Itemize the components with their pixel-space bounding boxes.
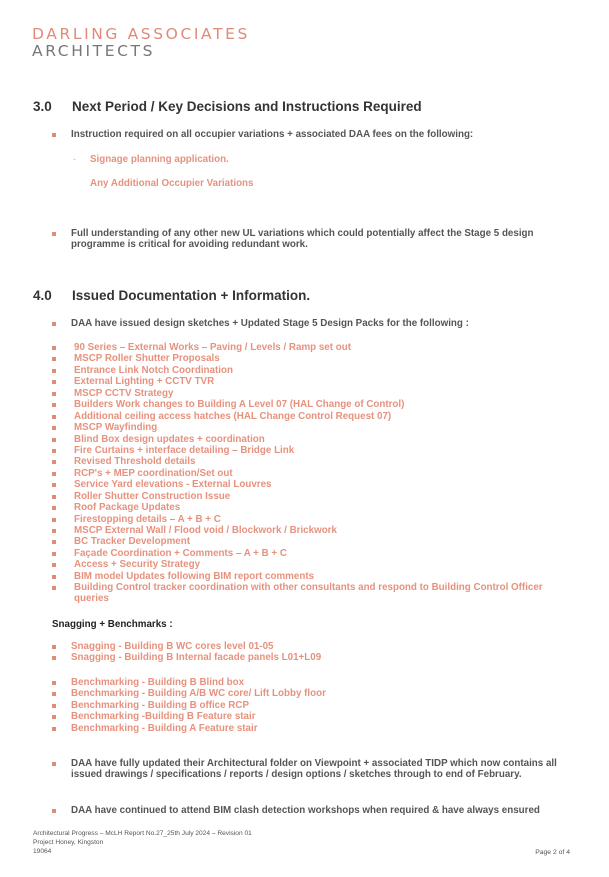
list-item: MSCP CCTV Strategy <box>52 388 574 399</box>
footer <box>33 829 252 857</box>
bim-text: DAA have continued to attend BIM clash detection workshops when required & have always ensured <box>71 805 540 816</box>
list-item: Service Yard elevations - External Louvres <box>52 479 574 490</box>
list-item: Benchmarking - Building A/B WC core/ Lift Lobby floor <box>52 688 326 699</box>
issued-documents-list <box>52 342 574 604</box>
list-item: Firestopping details – A + B + C <box>52 514 574 525</box>
list-item: Additional ceiling access hatches (HAL Change Control Request 07) <box>52 411 574 422</box>
list-item: MSCP Roller Shutter Proposals <box>52 353 574 364</box>
benchmark-list <box>52 677 326 734</box>
list-item: Benchmarking - Building B office RCP <box>52 700 326 711</box>
list-item: Façade Coordination + Comments – A + B + C <box>52 548 574 559</box>
list-item: BIM model Updates following BIM report comments <box>52 571 574 582</box>
section-4-title: Issued Documentation + Information. <box>72 288 311 303</box>
list-item: External Lighting + CCTV TVR <box>52 376 574 387</box>
logo-company-subtitle: ARCHITECTS <box>32 42 156 60</box>
viewpoint-text: DAA have fully updated their Architectural folder on Viewpoint + associated TIDP which now contains all issued drawings / specifications / reports / design options / sketches through to end of February. <box>71 758 557 781</box>
footer-report-line: Architectural Progress – McLH Report No.27_25th July 2024 – Revision 01 <box>33 830 252 837</box>
list-item: Benchmarking - Building A Feature stair <box>52 723 326 734</box>
understanding-text: Full understanding of any other new UL variations which could potentially affect the Stage 5 design programme is critical for avoiding redundant work. <box>71 228 534 251</box>
list-item: Builders Work changes to Building A Level 07 (HAL Change of Control) <box>52 399 574 410</box>
dash-marker: - <box>73 154 76 164</box>
list-item: MSCP Wayfinding <box>52 422 574 433</box>
issued-intro-text: DAA have issued design sketches + Updated Stage 5 Design Packs for the following : <box>71 318 469 329</box>
list-item: Revised Threshold details <box>52 456 574 467</box>
instruction-text: Instruction required on all occupier variations + associated DAA fees on the following: <box>71 129 474 140</box>
list-item: Benchmarking - Building B Blind box <box>52 677 326 688</box>
list-item: BC Tracker Development <box>52 536 574 547</box>
list-item: Benchmarking -Building B Feature stair <box>52 711 326 722</box>
sub-item-signage: Signage planning application. <box>90 154 229 165</box>
footer-job-number: 19064 <box>33 848 52 856</box>
logo-company-name: DARLING ASSOCIATES <box>32 25 250 43</box>
list-item: RCP's + MEP coordination/Set out <box>52 468 574 479</box>
list-item: Building Control tracker coordination with other consultants and respond to Building Control Officer queries <box>52 582 574 604</box>
sub-item-variations: Any Additional Occupier Variations <box>90 178 254 189</box>
bullet-icon <box>52 809 56 813</box>
bullet-icon <box>52 322 56 326</box>
section-4-number: 4.0 <box>33 288 52 303</box>
list-item: Roof Package Updates <box>52 502 574 513</box>
snagging-list <box>52 641 321 664</box>
list-item: Entrance Link Notch Coordination <box>52 365 574 376</box>
list-item: Roller Shutter Construction Issue <box>52 491 574 502</box>
bullet-icon <box>52 762 56 766</box>
section-3-title: Next Period / Key Decisions and Instructions Required <box>72 99 422 114</box>
list-item: MSCP External Wall / Flood void / Blockwork / Brickwork <box>52 525 574 536</box>
section-3-number: 3.0 <box>33 99 52 114</box>
footer-project-line: Project Honey, Kingston <box>33 839 104 847</box>
list-item: Blind Box design updates + coordination <box>52 434 574 445</box>
snagging-heading: Snagging + Benchmarks : <box>52 619 173 630</box>
list-item: Snagging - Building B Internal facade panels L01+L09 <box>52 652 321 663</box>
list-item: 90 Series – External Works – Paving / Levels / Ramp set out <box>52 342 574 353</box>
list-item: Access + Security Strategy <box>52 559 574 570</box>
page-number: Page 2 of 4 <box>535 849 570 856</box>
list-item: Snagging - Building B WC cores level 01-05 <box>52 641 321 652</box>
bullet-icon <box>52 232 56 236</box>
list-item: Fire Curtains + interface detailing – Bridge Link <box>52 445 574 456</box>
bullet-icon <box>52 133 56 137</box>
